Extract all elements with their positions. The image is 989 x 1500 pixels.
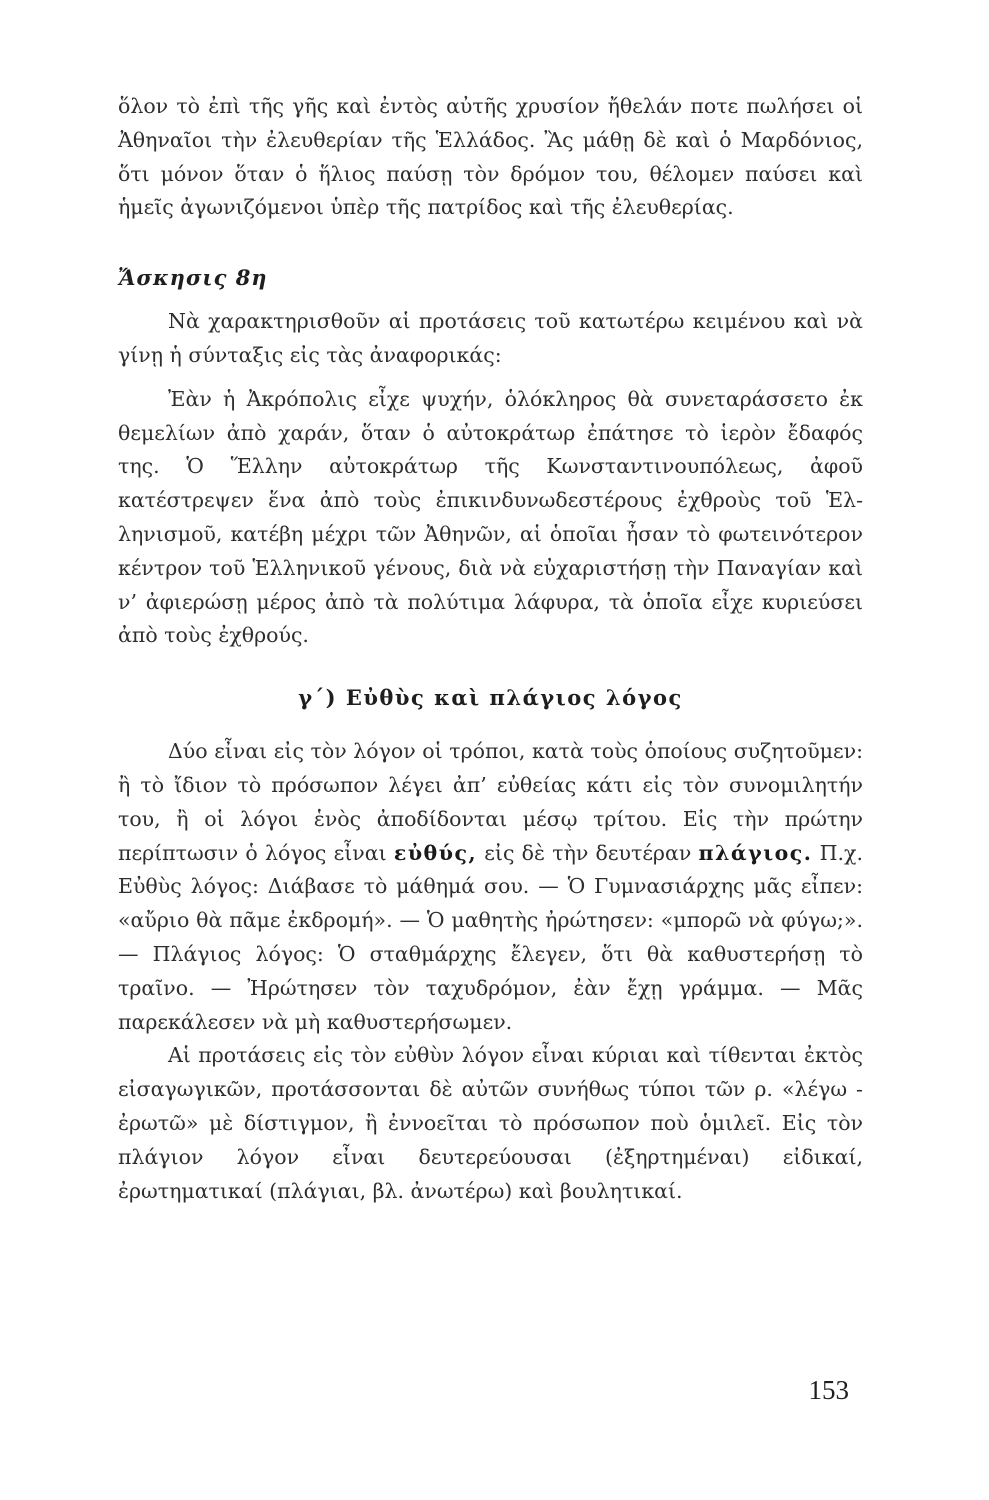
term-indirect-speech: πλάγιος.	[698, 840, 813, 865]
exercise-heading: Ἄσκησις 8η	[118, 265, 268, 291]
section-paragraph-1-text-b: εἰς δὲ τὴν δευτέραν	[477, 840, 699, 865]
exercise-instruction: Νὰ χαρακτηρισθοῦν αἱ προτάσεις τοῦ κατωτέρω κειμένου καὶ νὰ γίνῃ ἡ σύνταξις εἰς τὰς ἀναφορικάς:	[118, 309, 863, 367]
intro-paragraph: ὅλον τὸ ἐπὶ τῆς γῆς καὶ ἐντὸς αὐτῆς χρυσίον ἤθελάν ποτε πωλήσει οἱ Ἀθηναῖοι τὴν ἐλευθερίαν τῆς Ἑλλάδος. Ἂς μάθῃ δὲ καὶ ὁ Μαρδόνιος, ὅτι μόνον ὅταν ὁ ἥλιος παύσῃ τὸν δρόμον του, θέλομεν παύσει καὶ ἡμεῖς ἀγωνιζόμενοι ὑπὲρ τῆς πατρίδος καὶ τῆς ἐλευθερίας.	[118, 94, 863, 220]
term-direct-speech: εὐθύς,	[393, 840, 478, 865]
section-heading: γ΄) Εὐθὺς καὶ πλάγιος λόγος	[298, 685, 683, 711]
section-paragraph-1	[118, 735, 863, 1039]
section-paragraph-1-text-a: Δύο εἶναι εἰς τὸν λόγον οἱ τρόποι, κατὰ τοὺς ὁποίους συζητοῦμεν: ἢ τὸ ἴδιον τὸ πρόσωπον λέγει ἀπ’ εὐθείας κάτι εἰς τὸν συνομιλητήν του, ἢ οἱ λόγοι ἑνὸς ἀποδίδονται μέσῳ τρίτου. Εἰς τὴν πρώτην περίπτωσιν ὁ λόγος εἶναι	[118, 739, 863, 865]
section-paragraph-2: Αἱ προτάσεις εἰς τὸν εὐθὺν λόγον εἶναι κύριαι καὶ τίθενται ἐκτὸς εἰσαγωγικῶν, προτάσσονται δὲ αὐτῶν συνήθως τύποι τῶν ρ. «λέγω - ἐρωτῶ» μὲ δίστιγμον, ἢ ἐννοεῖται τὸ πρόσωπον ποὺ ὁμιλεῖ. Εἰς τὸν πλάγιον λόγον εἶναι δευτερεύουσαι (ἐξηρτημέναι) εἰδικαί, ἐρωτηματικαί (πλάγιαι, βλ. ἀνωτέρω) καὶ βουλητικαί.	[118, 1043, 863, 1203]
exercise-text: Ἐὰν ἡ Ἀκρόπολις εἶχε ψυχήν, ὁλόκληρος θὰ συνεταράσσετο ἐκ θεμελίων ἀπὸ χαράν, ὅταν ὁ αὐτοκράτωρ ἐπάτησε τὸ ἱερὸν ἔδαφός της. Ὁ Ἕλλην αὐτοκράτωρ τῆς Κωνσταντινουπόλεως, ἀφοῦ κατέστρεψεν ἕνα ἀπὸ τοὺς ἐπικινδυνωδεστέρους ἐχθροὺς τοῦ Ἑλληνισμοῦ, κατέβη μέχρι τῶν Ἀθηνῶν, αἱ ὁποῖαι ἦσαν τὸ φωτεινότερον κέντρον τοῦ Ἑλληνικοῦ γένους, διὰ νὰ εὐχαριστήσῃ τὴν Παναγίαν καὶ ν’ ἀφιερώσῃ μέρος ἀπὸ τὰ πολύτιμα λάφυρα, τὰ ὁποῖα εἶχε κυριεύσει ἀπὸ τοὺς ἐχθρούς.	[118, 386, 863, 648]
section-paragraph-1-text-c: Π.χ. Εὐθὺς λόγος: Διάβασε τὸ μάθημά σου. — Ὁ Γυμνασιάρχης μᾶς εἶπεν: «αὔριο θὰ πᾶμε ἐκδρομή». — Ὁ μαθητὴς ἠρώτησεν: «μπορῶ νὰ φύγω;». — Πλάγιος λόγος: Ὁ σταθμάρχης ἔλεγεν, ὅτι θὰ καθυστερήσῃ τὸ τραῖνο. — Ἠρώτησεν τὸν ταχυδρόμον, ἐὰν ἔχῃ γράμμα. — Μᾶς παρεκάλεσεν νὰ μὴ καθυστερήσωμεν.	[118, 840, 863, 1034]
page-number: 153	[808, 1375, 849, 1405]
page-content	[118, 90, 863, 1208]
